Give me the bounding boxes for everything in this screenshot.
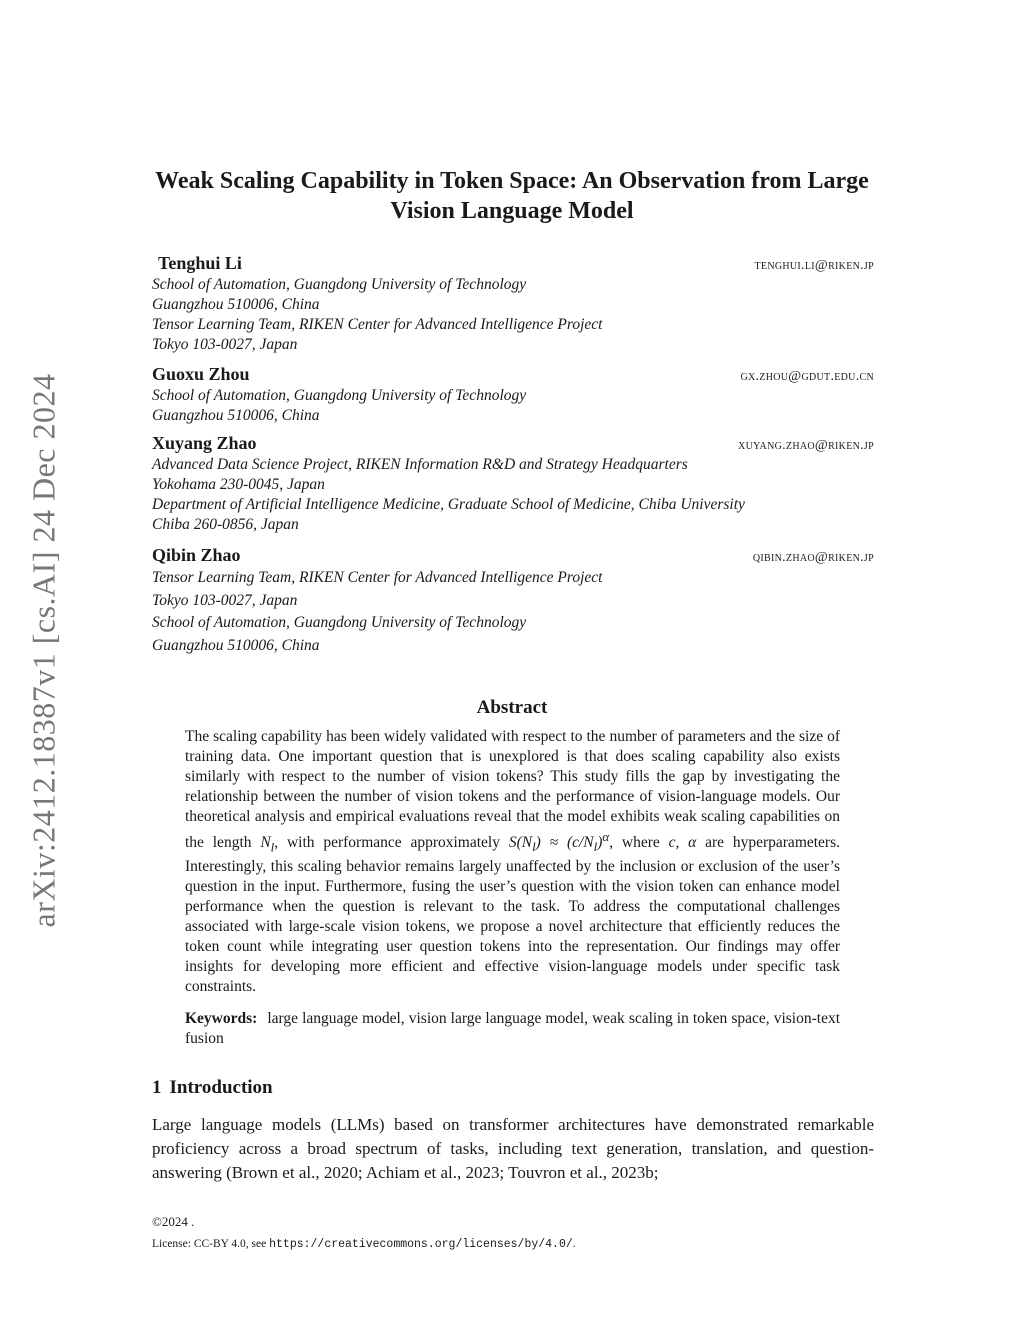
license-link[interactable]: https://creativecommons.org/licenses/by/4.0/ [269, 1238, 573, 1251]
author-email[interactable]: gx.zhou@gdut.edu.cn [740, 369, 874, 384]
arxiv-identifier: arXiv:2412.18387v1 [cs.AI] 24 Dec 2024 [25, 373, 62, 927]
affiliation-line: School of Automation, Guangdong University of Technology [152, 614, 527, 631]
keywords-text: large language model, vision large language model, weak scaling in token space, vision-text fusion [185, 1010, 840, 1047]
affiliation-line: Tokyo 103-0027, Japan [152, 591, 298, 609]
affiliation-line: Chiba 260-0856, Japan [152, 516, 299, 533]
copyright-notice: ©2024 . [152, 1214, 195, 1229]
affiliation-line: Advanced Data Science Project, RIKEN Information R&D and Strategy Headquarters [152, 456, 688, 473]
paper-title: Weak Scaling Capability in Token Space: An Observation from Large Vision Language Model [155, 168, 869, 224]
affiliation-line: Department of Artificial Intelligence Medicine, Graduate School of Medicine, Chiba University [152, 496, 745, 513]
affiliation-line: Guangzhou 510006, China [152, 407, 320, 424]
math-token-length: N [260, 834, 271, 852]
affiliation-line: Guangzhou 510006, China [152, 296, 320, 313]
keywords-label: Keywords: [185, 1010, 258, 1027]
arxiv-sidebar-stamp [24, 360, 64, 940]
affiliation-line: Tensor Learning Team, RIKEN Center for Advanced Intelligence Project [152, 316, 603, 333]
introduction-text: Large language models (LLMs) based on transformer architectures have demonstrated remarkable proficiency across a broad spectrum of tasks, including text generation, translation, and question-answering (Brown et al., 2020; Achiam et al., 2023; Touvron et al., 2023b; [152, 1115, 874, 1182]
author-block [152, 253, 874, 355]
keywords [185, 1009, 840, 1049]
abstract-heading: Abstract [476, 697, 548, 718]
author-name: Tenghui Li [158, 253, 242, 273]
affiliation-line: Tokyo 103-0027, Japan [152, 336, 298, 353]
math-hyperparameters: c, α [668, 834, 697, 852]
author-block [152, 545, 874, 657]
author-block [152, 364, 874, 426]
author-name: Xuyang Zhao [152, 433, 257, 453]
author-email[interactable]: xuyang.zhao@riken.jp [738, 438, 874, 453]
author-block [152, 433, 874, 535]
affiliation-line: Yokohama 230-0045, Japan [152, 476, 325, 493]
author-name: Qibin Zhao [152, 545, 241, 565]
affiliation-line: School of Automation, Guangdong University of Technology [152, 387, 527, 404]
license-notice: License: CC-BY 4.0, see https://creativecommons.org/licenses/by/4.0/. [152, 1238, 576, 1251]
math-scaling-formula: $S(N_l) \approx (c/N_l)^\alpha$ [508, 829, 610, 855]
affiliation-line: School of Automation, Guangdong University of Technology [152, 276, 527, 293]
affiliation-line: Guangzhou 510006, China [152, 636, 320, 654]
author-email[interactable]: qibin.zhao@riken.jp [752, 550, 874, 565]
section-title: Introduction [169, 1077, 273, 1098]
abstract-text: The scaling capability has been widely validated with respect to the number of parameters and the size of training data. One important question that is unexplored is that does scaling capability also exists similarly with respect to the number of vision tokens? This study fills the gap by investigating the relationship between the number of vision tokens and the performance of vision-language models. Our theoretical analysis and empirical evaluations reveal that the model exhibits weak scaling capabilities on the length $N_l$, with performance approximately $S(N_l) \approx (c/N_l)^\alpha$, where c, α are hyperparameters. Interestingly, this scaling behavior remains largely unaffected by the inclusion or exclusion of the user’s question in the input. Furthermore, fusing the user’s question with the vision token can enhance model performance when the question is relevant to the task. To address the computational challenges associated with large-scale vision tokens, we propose a novel architecture that efficiently reduces the token count while integrating user question tokens into the representation. Our findings may offer insights for developing more efficient and effective vision-language models under specific task constraints. [185, 728, 841, 996]
author-name: Guoxu Zhou [152, 364, 250, 384]
author-email[interactable]: tenghui.li@riken.jp [754, 258, 874, 273]
section-heading-introduction [152, 1077, 273, 1099]
section-number: 1 [152, 1077, 162, 1098]
affiliation-line: Tensor Learning Team, RIKEN Center for Advanced Intelligence Project [152, 569, 603, 586]
